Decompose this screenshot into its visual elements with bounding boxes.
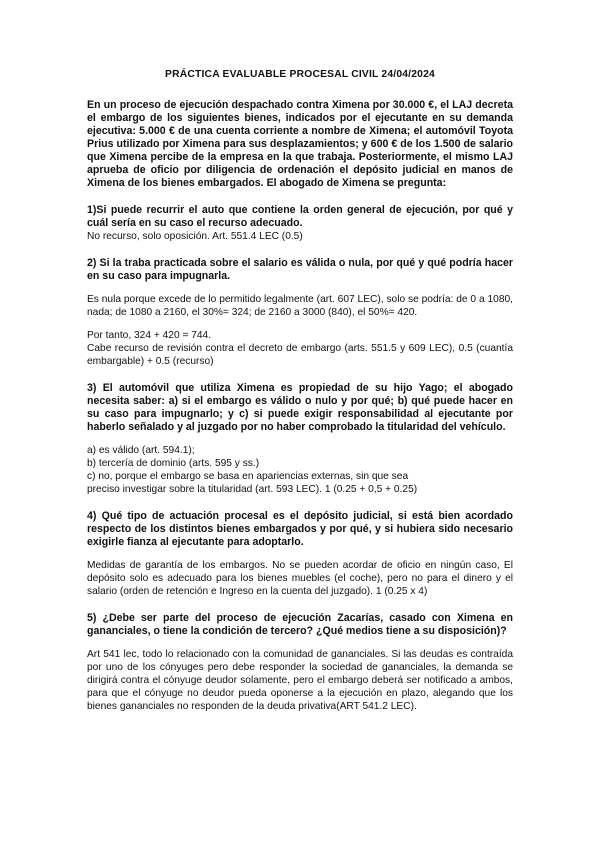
question-3: 3) El automóvil que utiliza Ximena es propiedad de su hijo Yago; el abogado necesita saber: a) si el embargo es válido o nulo y por qué; b) qué puede hacer en su caso para impugnarlo; y c) si puede exigir responsabilidad al ejecutante por haberlo señalado y al juzgado por no haber comprobado la titularidad del vehículo. [87,382,513,433]
answer-3c-line-1: c) no, porque el embargo se basa en apariencias externas, sin que sea [87,471,409,482]
answer-2-remedy: Cabe recurso de revisión contra el decreto de embargo (arts. 551.5 y 609 LEC), 0.5 (cuantía embargable) + 0.5 (recurso) [87,343,513,367]
question-1: 1)Si puede recurrir el auto que contiene la orden general de ejecución, por qué y cuál sería en su caso el recurso adecuado. [87,204,513,229]
answer-3c-line-2: preciso investigar sobre la titularidad (art. 593 LEC). 1 (0.25 + 0,5 + 0.25) [87,484,418,495]
case-statement: En un proceso de ejecución despachado contra Ximena por 30.000 €, el LAJ decreta el embargo de los siguientes bienes, indicados por el ejecutante en su demanda ejecutiva: 5.000 € de una cuenta corriente a nombre de Ximena; el automóvil Toyota Prius utilizado por Ximena para sus desplazamientos; y 600 € de los 1.500 de salario que Ximena percibe de la empresa en la que trabaja. Posteriormente, el mismo LAJ aprueba de oficio por diligencia de ordenación el depósito judicial en manos de Ximena de los bienes embargados. El abogado de Ximena se pregunta: [87,99,513,189]
question-5: 5) ¿Debe ser parte del proceso de ejecución Zacarías, casado con Ximena en gananciales, o tiene la condición de tercero? ¿Qué medios tiene a su disposición)? [87,612,513,637]
document-content [87,68,513,713]
question-4: 4) Qué tipo de actuación procesal es el depósito judicial, si está bien acordado respecto de los distintos bienes embargados y por qué, y si hubiera sido necesario exigirle fianza al ejecutante para adoptarlo. [87,510,513,548]
answer-3a: a) es válido (art. 594.1); [87,445,195,456]
answer-4: Medidas de garantía de los embargos. No se pueden acordar de oficio en ningún caso, El depósito solo es adecuado para los bienes muebles (el coche), pero no para el dinero y el salario (orden de retención e Ingreso en la cuenta del juzgado). 1 (0.25 x 4) [87,560,513,597]
answer-5: Art 541 lec, todo lo relacionado con la comunidad de gananciales. Si las deudas es contraída por uno de los cónyuges pero debe responder la sociedad de gananciales, la demanda se dirigirá contra el cónyuge deudor solamente, pero el embargo deberá ser notificado a ambos, para que el cónyuge no deudor pueda oponerse a la ejecución en plazo, alegando que los bienes gananciales no responden de la deuda privativa(ART 541.2 LEC). [87,649,513,712]
document-title: PRÁCTICA EVALUABLE PROCESAL CIVIL 24/04/2024 [165,69,435,80]
answer-2-salary-limits: Es nula porque excede de lo permitido legalmente (art. 607 LEC), solo se podría: de 0 a 1080, nada; de 1080 a 2160, el 30%= 324; de 2160 a 3000 (840), el 50%= 420. [87,294,513,318]
question-2: 2) Si la traba practicada sobre el salario es válida o nula, por qué y qué podría hacer en su caso para impugnarla. [87,257,513,282]
answer-1: No recurso, solo oposición. Art. 551.4 LEC (0.5) [87,231,303,242]
answer-2-total: Por tanto, 324 + 420 = 744. [87,330,212,341]
answer-3b: b) tercería de dominio (arts. 595 y ss.) [87,458,260,469]
